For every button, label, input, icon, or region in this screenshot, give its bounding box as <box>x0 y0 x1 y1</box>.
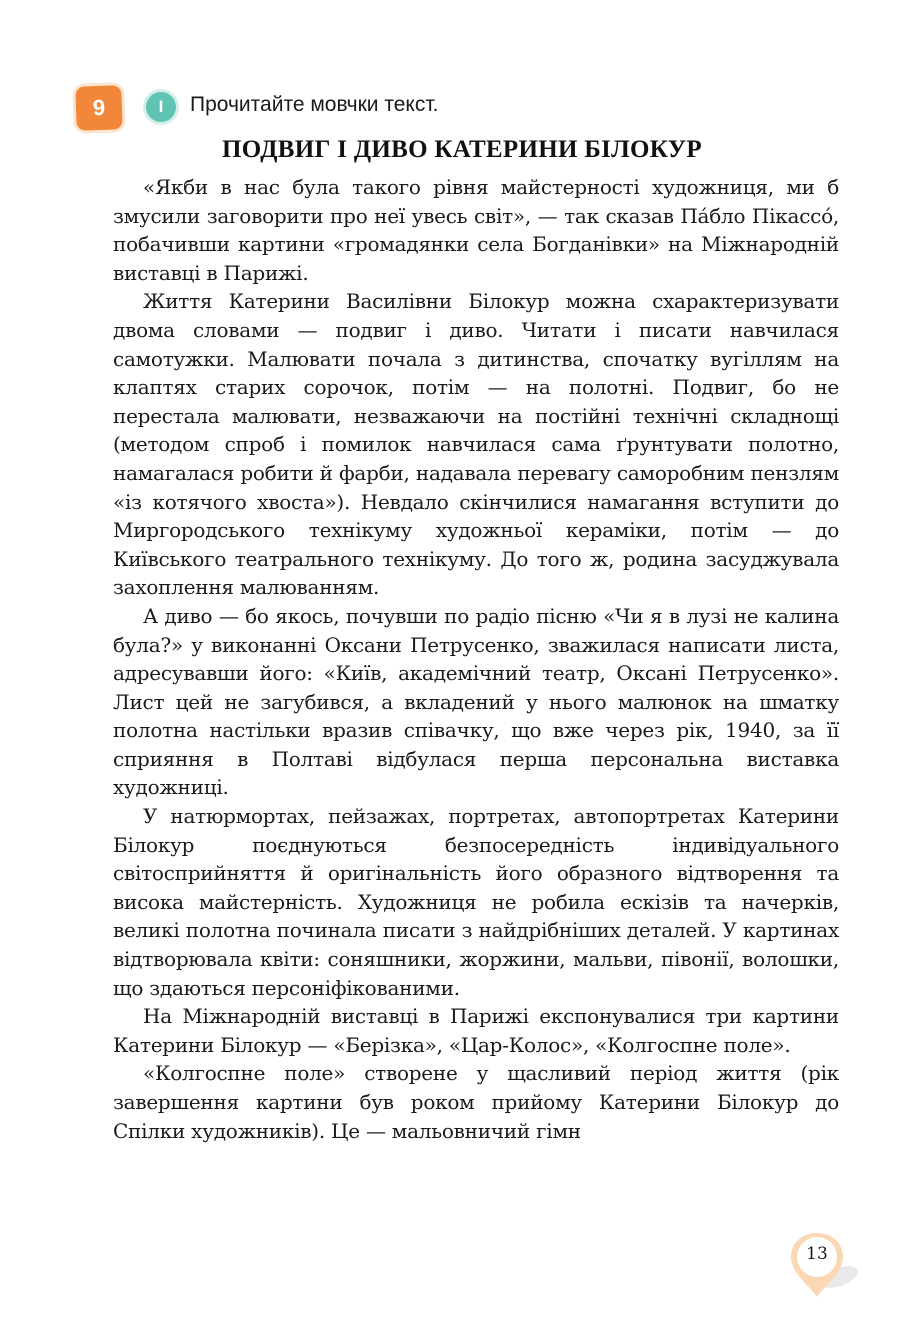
page-number: 13 <box>806 1244 828 1264</box>
reading-task-icon: І <box>146 92 176 122</box>
paragraph: На Міжнародній виставці в Парижі експонувалися три картини Катерини Білокур — «Берізка», «Цар-Колос», «Колгоспне поле». <box>113 1004 839 1057</box>
paragraph: А диво — бо якось, почувши по радіо пісню «Чи я в лузі не калина була?» у виконанні Оксани Петрусенко, зважилася написати листа, адресувавши його: «Київ, академічний театр, Оксані Петрусенко». Лист цей не загубився, а вкладений у нього малюнок на шматку полотна настільки вразив співачку, що вже через рік, 1940, за її сприяння в Полтаві відбулася перша персональна виставка художниці. <box>113 603 839 800</box>
paragraph: «Колгоспне поле» створене у щасливий період життя (рік завершення картини був роком прийому Катерини Білокур до Спілки художників). Це — мальовничий гімн <box>113 1061 839 1143</box>
paragraph: У натюрмортах, пейзажах, портретах, автопортретах Катерини Білокур поєднуються безпосередність індивідуального світосприйняття й оригінальність його образного відтворення та висока майстерність. Художниця не робила ескізів та начерків, великі полотна починала писати з найдрібніших деталей. У картинах відтворювала квіти: соняшники, жоржини, мальви, півонії, волошки, що здаються персоніфікованими. <box>113 804 839 1000</box>
paragraph: Життя Катерини Василівни Білокур можна схарактеризувати двома словами — подвиг і диво. Читати і писати навчилася самотужки. Малювати почала з дитинства, спочатку вугіллям на клаптях старих сорочок, потім — на полотні. Подвиг, бо не перестала малювати, незважаючи на постійні технічні складнощі (методом спроб і помилок навчилася сама ґрунтувати полотно, намагалася робити й фарби, надавала перевагу саморобним пензлям «із котячого хвоста»). Невдало скінчилися намагання вступити до Миргородського технікуму художньої кераміки, потім — до Київського театрального технікуму. До того ж, родина засуджувала захоплення малюванням. <box>113 289 839 600</box>
article-body <box>113 173 839 1145</box>
page-marker-icon <box>787 1229 863 1305</box>
paragraph: «Якби в нас була такого рівня майстерності художниця, ми б змусили заговорити про неї увесь світ», — так сказав Па́бло Пікассо́, побачивши картини «громадянки села Богданівки» на Міжнародній виставці в Парижі. <box>113 175 839 285</box>
task-instruction: Прочитайте мовчки текст. <box>190 93 439 116</box>
task-number-badge: 9 <box>75 85 123 131</box>
article-title: ПОДВИГ І ДИВО КАТЕРИНИ БІЛОКУР <box>222 136 702 163</box>
